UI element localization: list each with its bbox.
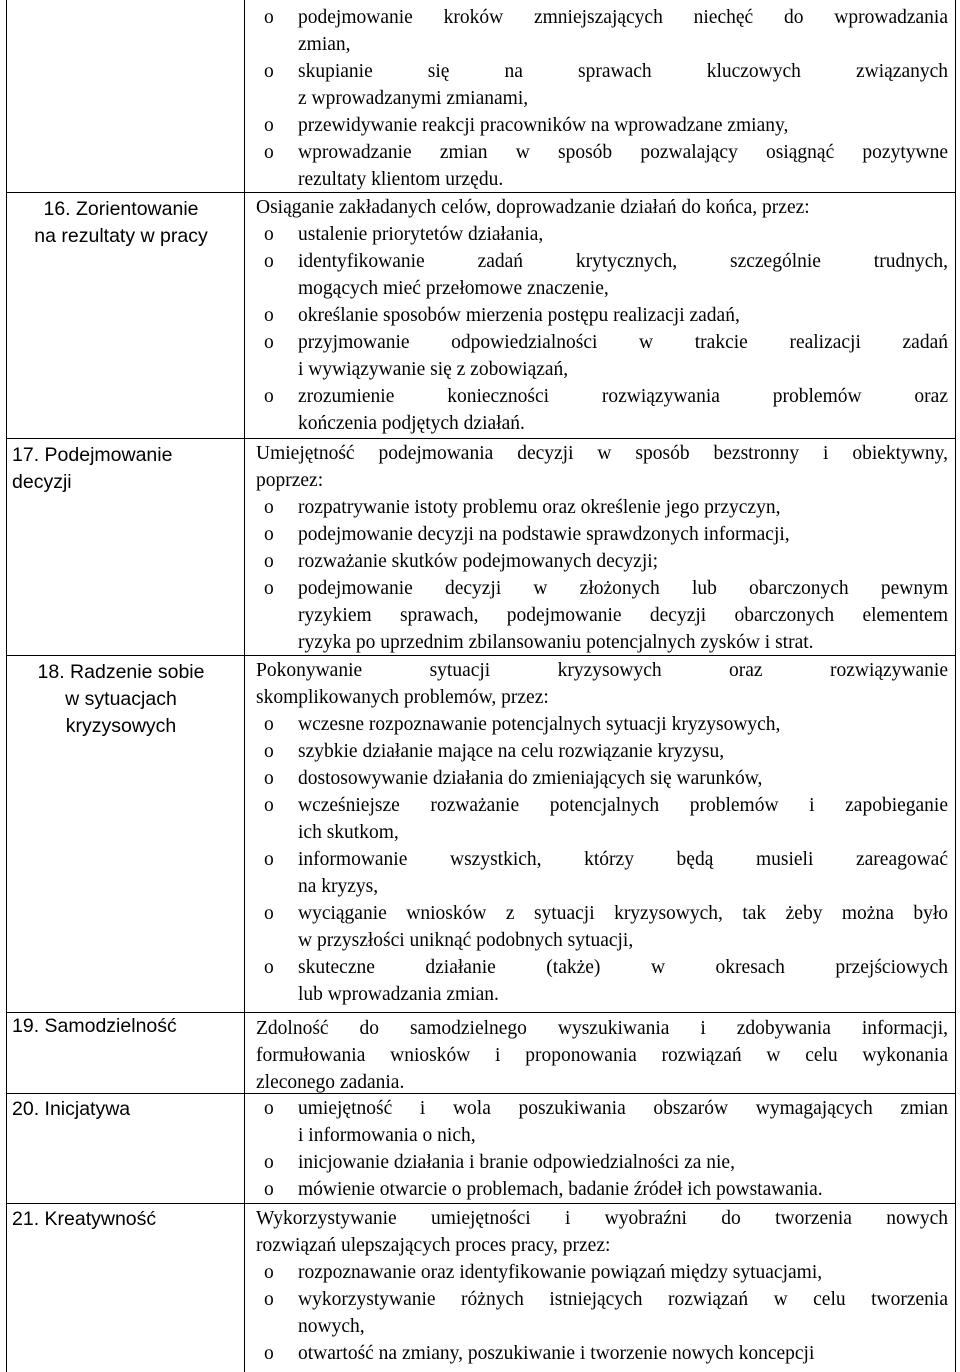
- competency-label: [12, 1096, 230, 1123]
- list-item-text: ich skutkom,: [298, 822, 399, 843]
- list-item-text: podejmowanie decyzji w złożonych lub obarczonych pewnym: [298, 578, 948, 599]
- bullet-marker: o: [264, 1179, 274, 1200]
- bullet-marker: o: [264, 332, 274, 353]
- description-text: Wykorzystywanie umiejętności i wyobraźni do tworzenia nowych: [256, 1208, 948, 1229]
- bullet-marker: o: [264, 251, 274, 272]
- list-item-text: z wprowadzanymi zmianami,: [298, 88, 529, 109]
- list-item-text: skupianie się na sprawach kluczowych związanych: [298, 61, 948, 82]
- list-item-text: wprowadzanie zmian w sposób pozwalający osiągnąć pozytywne: [298, 142, 948, 163]
- bullet-marker: o: [264, 741, 274, 762]
- list-item-text: rozpoznawanie oraz identyfikowanie powiązań między sytuacjami,: [298, 1262, 823, 1283]
- list-item-text: wyciąganie wniosków z sytuacji kryzysowych, tak żeby można było: [298, 903, 948, 924]
- row-separator: [6, 438, 956, 439]
- bullet-marker: o: [264, 142, 274, 163]
- bullet-marker: o: [264, 849, 274, 870]
- bullet-marker: o: [264, 1262, 274, 1283]
- competency-label: [12, 442, 230, 496]
- list-item-text: określanie sposobów mierzenia postępu realizacji zadań,: [298, 305, 740, 326]
- description-text: Pokonywanie sytuacji kryzysowych oraz rozwiązywanie: [256, 660, 948, 681]
- list-item-text: ustalenie priorytetów działania,: [298, 224, 544, 245]
- column-divider: [244, 0, 245, 1372]
- list-item-text: kończenia podjętych działań.: [298, 413, 525, 434]
- description-text: zleconego zadania.: [256, 1072, 405, 1093]
- list-item-text: podejmowanie kroków zmniejszających niechęć do wprowadzania: [298, 7, 948, 28]
- table-border-right: [955, 0, 956, 1372]
- description-text: Osiąganie zakładanych celów, doprowadzanie działań do końca, przez:: [256, 197, 810, 218]
- bullet-marker: o: [264, 1289, 274, 1310]
- competency-label-line: w sytuacjach: [65, 688, 177, 710]
- list-item-text: otwartość na zmiany, poszukiwanie i tworzenie nowych koncepcji: [298, 1343, 815, 1364]
- bullet-marker: o: [264, 1098, 274, 1119]
- bullet-marker: o: [264, 305, 274, 326]
- list-item-text: na kryzys,: [298, 876, 379, 897]
- list-item-text: mogących mieć przełomowe znaczenie,: [298, 278, 609, 299]
- list-item-text: i wywiązywanie się z zobowiązań,: [298, 359, 569, 380]
- list-item-text: podejmowanie decyzji na podstawie sprawdzonych informacji,: [298, 524, 790, 545]
- list-item-text: wcześniejsze rozważanie potencjalnych problemów i zapobieganie: [298, 795, 948, 816]
- bullet-marker: o: [264, 903, 274, 924]
- list-item-text: i informowania o nich,: [298, 1125, 476, 1146]
- list-item-text: szybkie działanie mające na celu rozwiązanie kryzysu,: [298, 741, 725, 762]
- list-item-text: umiejętność i wola poszukiwania obszarów wymagających zmian: [298, 1098, 948, 1119]
- bullet-marker: o: [264, 524, 274, 545]
- list-item-text: przyjmowanie odpowiedzialności w trakcie realizacji zadań: [298, 332, 948, 353]
- bullet-marker: o: [264, 795, 274, 816]
- list-item-text: ryzyka po uprzednim zbilansowaniu potencjalnych zysków i strat.: [298, 632, 814, 653]
- bullet-marker: o: [264, 957, 274, 978]
- competency-label: [12, 1013, 230, 1040]
- description-text: formułowania wniosków i proponowania rozwiązań w celu wykonania: [256, 1045, 948, 1066]
- competency-label-line: 20. Inicjatywa: [12, 1098, 131, 1120]
- competency-label-line: kryzysowych: [65, 715, 177, 737]
- competency-label: [12, 1206, 230, 1233]
- description-text: Umiejętność podejmowania decyzji w sposób bezstronny i obiektywny,: [256, 443, 948, 464]
- list-item-text: zrozumienie konieczności rozwiązywania problemów oraz: [298, 386, 948, 407]
- description-text: rozwiązań ulepszających proces pracy, przez:: [256, 1235, 611, 1256]
- competency-label-line: 18. Radzenie sobie: [37, 661, 205, 683]
- bullet-marker: o: [264, 551, 274, 572]
- bullet-marker: o: [264, 1152, 274, 1173]
- bullet-marker: o: [264, 1343, 274, 1364]
- bullet-marker: o: [264, 7, 274, 28]
- bullet-marker: o: [264, 386, 274, 407]
- list-item-text: zmian,: [298, 34, 351, 55]
- competency-label-line: 16. Zorientowanie: [43, 198, 199, 220]
- list-item-text: wczesne rozpoznawanie potencjalnych sytuacji kryzysowych,: [298, 714, 781, 735]
- list-item-text: identyfikowanie zadań krytycznych, szczególnie trudnych,: [298, 251, 948, 272]
- bullet-marker: o: [264, 578, 274, 599]
- list-item-text: rezultaty klientom urzędu.: [298, 169, 504, 190]
- competency-label-line: 17. Podejmowanie: [12, 444, 173, 466]
- list-item-text: dostosowywanie działania do zmieniających się warunków,: [298, 768, 763, 789]
- list-item-text: wykorzystywanie różnych istniejących rozwiązań w celu tworzenia: [298, 1289, 948, 1310]
- competency-label-line: 21. Kreatywność: [12, 1208, 157, 1230]
- description-text: skomplikowanych problemów, przez:: [256, 687, 549, 708]
- description-text: Zdolność do samodzielnego wyszukiwania i zdobywania informacji,: [256, 1018, 948, 1039]
- competency-label: [12, 659, 230, 740]
- competency-label-line: decyzji: [12, 471, 72, 493]
- list-item-text: przewidywanie reakcji pracowników na wprowadzane zmiany,: [298, 115, 789, 136]
- competency-label: [12, 196, 230, 250]
- row-separator: [6, 1203, 956, 1204]
- bullet-marker: o: [264, 768, 274, 789]
- bullet-marker: o: [264, 115, 274, 136]
- competency-label-line: na rezultaty w pracy: [34, 225, 208, 247]
- list-item-text: mówienie otwarcie o problemach, badanie źródeł ich powstawania.: [298, 1179, 823, 1200]
- table-border-left: [6, 0, 7, 1372]
- list-item-text: rozważanie skutków podejmowanych decyzji;: [298, 551, 659, 572]
- competency-label-line: 19. Samodzielność: [12, 1015, 177, 1037]
- list-item-text: rozpatrywanie istoty problemu oraz określenie jego przyczyn,: [298, 497, 781, 518]
- bullet-marker: o: [264, 224, 274, 245]
- list-item-text: inicjowanie działania i branie odpowiedzialności za nie,: [298, 1152, 735, 1173]
- list-item-text: ryzykiem sprawach, podejmowanie decyzji obarczonych elementem: [298, 605, 948, 626]
- list-item-text: w przyszłości uniknąć podobnych sytuacji,: [298, 930, 634, 951]
- list-item-text: nowych,: [298, 1316, 365, 1337]
- bullet-marker: o: [264, 497, 274, 518]
- bullet-marker: o: [264, 714, 274, 735]
- list-item-text: skuteczne działanie (także) w okresach przejściowych: [298, 957, 948, 978]
- bullet-marker: o: [264, 61, 274, 82]
- list-item-text: lub wprowadzania zmian.: [298, 984, 499, 1005]
- description-text: poprzez:: [256, 470, 324, 491]
- list-item-text: informowanie wszystkich, którzy będą musieli zareagować: [298, 849, 948, 870]
